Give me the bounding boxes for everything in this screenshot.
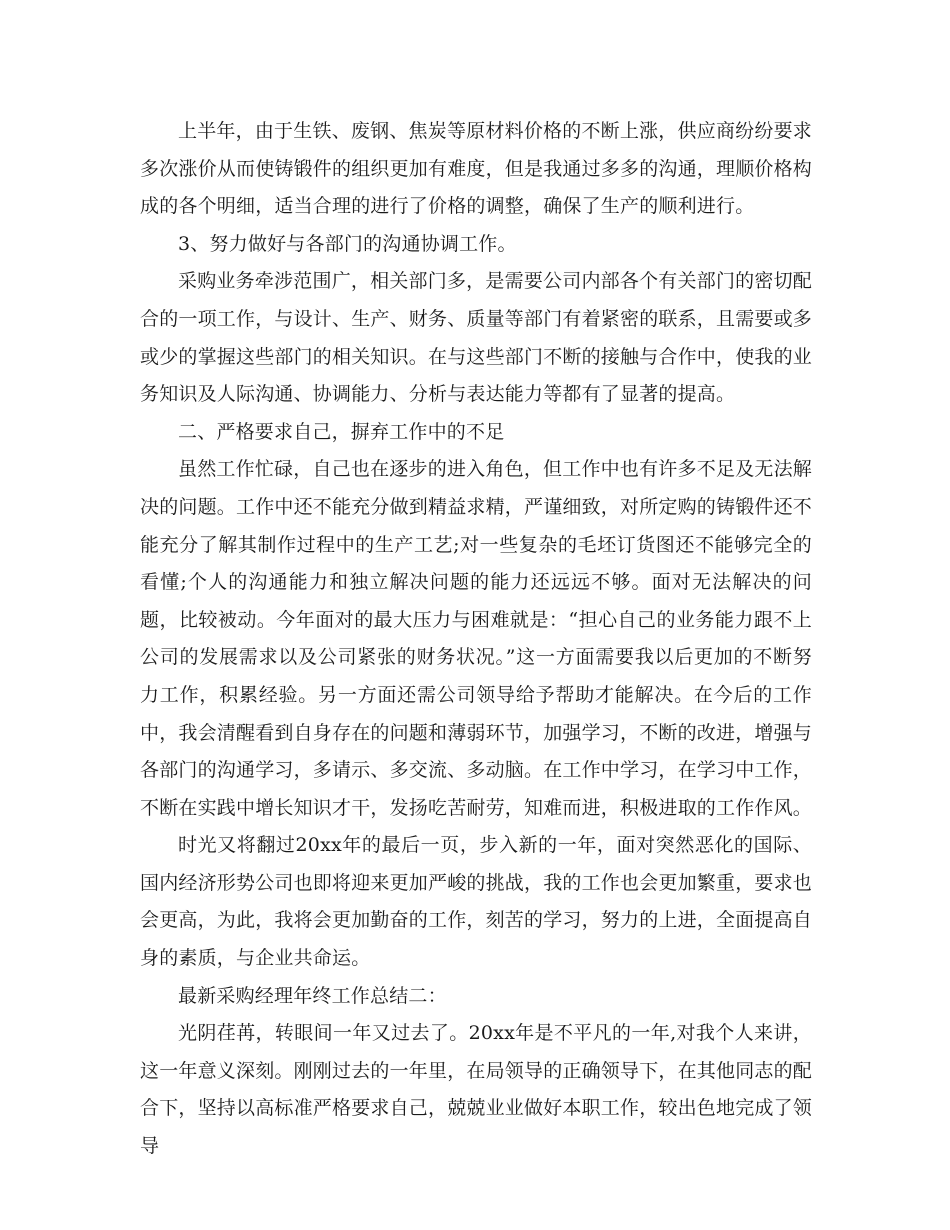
paragraph-shortcomings-detail: 虽然工作忙碌，自己也在逐步的进入角色，但工作中也有许多不足及无法解决的问题。工作中还不能充分做到精益求精，严谨细致，对所定购的铸锻件还不能充分了解其制作过程中的生产工艺;对一些复杂的毛坯订货图还不能够完全的看懂;个人的沟通能力和独立解决问题的能力还远远不够。面对无法解决的问题，比较被动。今年面对的最大压力与困难就是：“担心自己的业务能力跟不上公司的发展需求以及公司紧张的财务状况。”这一方面需要我以后更加的不断努力工作，积累经验。另一方面还需公司领导给予帮助才能解决。在今后的工作中，我会清醒看到自身存在的问题和薄弱环节，加强学习，不断的改进，增强与各部门的沟通学习，多请示、多交流、多动脑。在工作中学习，在学习中工作，不断在实践中增长知识才干，发扬吃苦耐劳，知难而进，积极进取的工作作风。 xyxy=(140,458,813,819)
document-body xyxy=(140,113,812,1166)
paragraph-new-year-outlook: 时光又将翻过20xx年的最后一页，步入新的一年，面对突然恶化的国际、国内经济形势公司也即将迎来更加严峻的挑战，我的工作也会更加繁重，要求也会更高，为此，我将会更加勤奋的工作，刻苦的学习，努力的上进，全面提高自身的素质，与企业共命运。 xyxy=(140,834,813,970)
paragraph-procurement-scope: 采购业务牵涉范围广，相关部门多，是需要公司内部各个有关部门的密切配合的一项工作，与设计、生产、财务、质量等部门有着紧密的联系，且需要或多或少的掌握这些部门的相关知识。在与这些部门不断的接触与合作中，使我的业务知识及人际沟通、协调能力、分析与表达能力等都有了显著的提高。 xyxy=(140,270,813,406)
paragraph-year-review-start: 光阴荏苒，转眼间一年又过去了。20xx年是不平凡的一年,对我个人来讲，这一年意义深刻。刚刚过去的一年里，在局领导的正确领导下，在其他同志的配合下，坚持以高标准严格要求自己，兢兢业业做好本职工作，较出色地完成了领导 xyxy=(140,1022,813,1158)
paragraph-heading-coordination: 3、努力做好与各部门的沟通协调工作。 xyxy=(178,232,517,255)
paragraph-section-title-two: 最新采购经理年终工作总结二： xyxy=(178,984,447,1007)
paragraph-raw-material-prices: 上半年，由于生铁、废钢、焦炭等原材料价格的不断上涨，供应商纷纷要求多次涨价从而使铸锻件的组织更加有难度，但是我通过多多的沟通，理顺价格构成的各个明细，适当合理的进行了价格的调整，确保了生产的顺利进行。 xyxy=(140,120,813,218)
paragraph-heading-shortcomings: 二、严格要求自己，摒弃工作中的不足 xyxy=(178,420,505,443)
